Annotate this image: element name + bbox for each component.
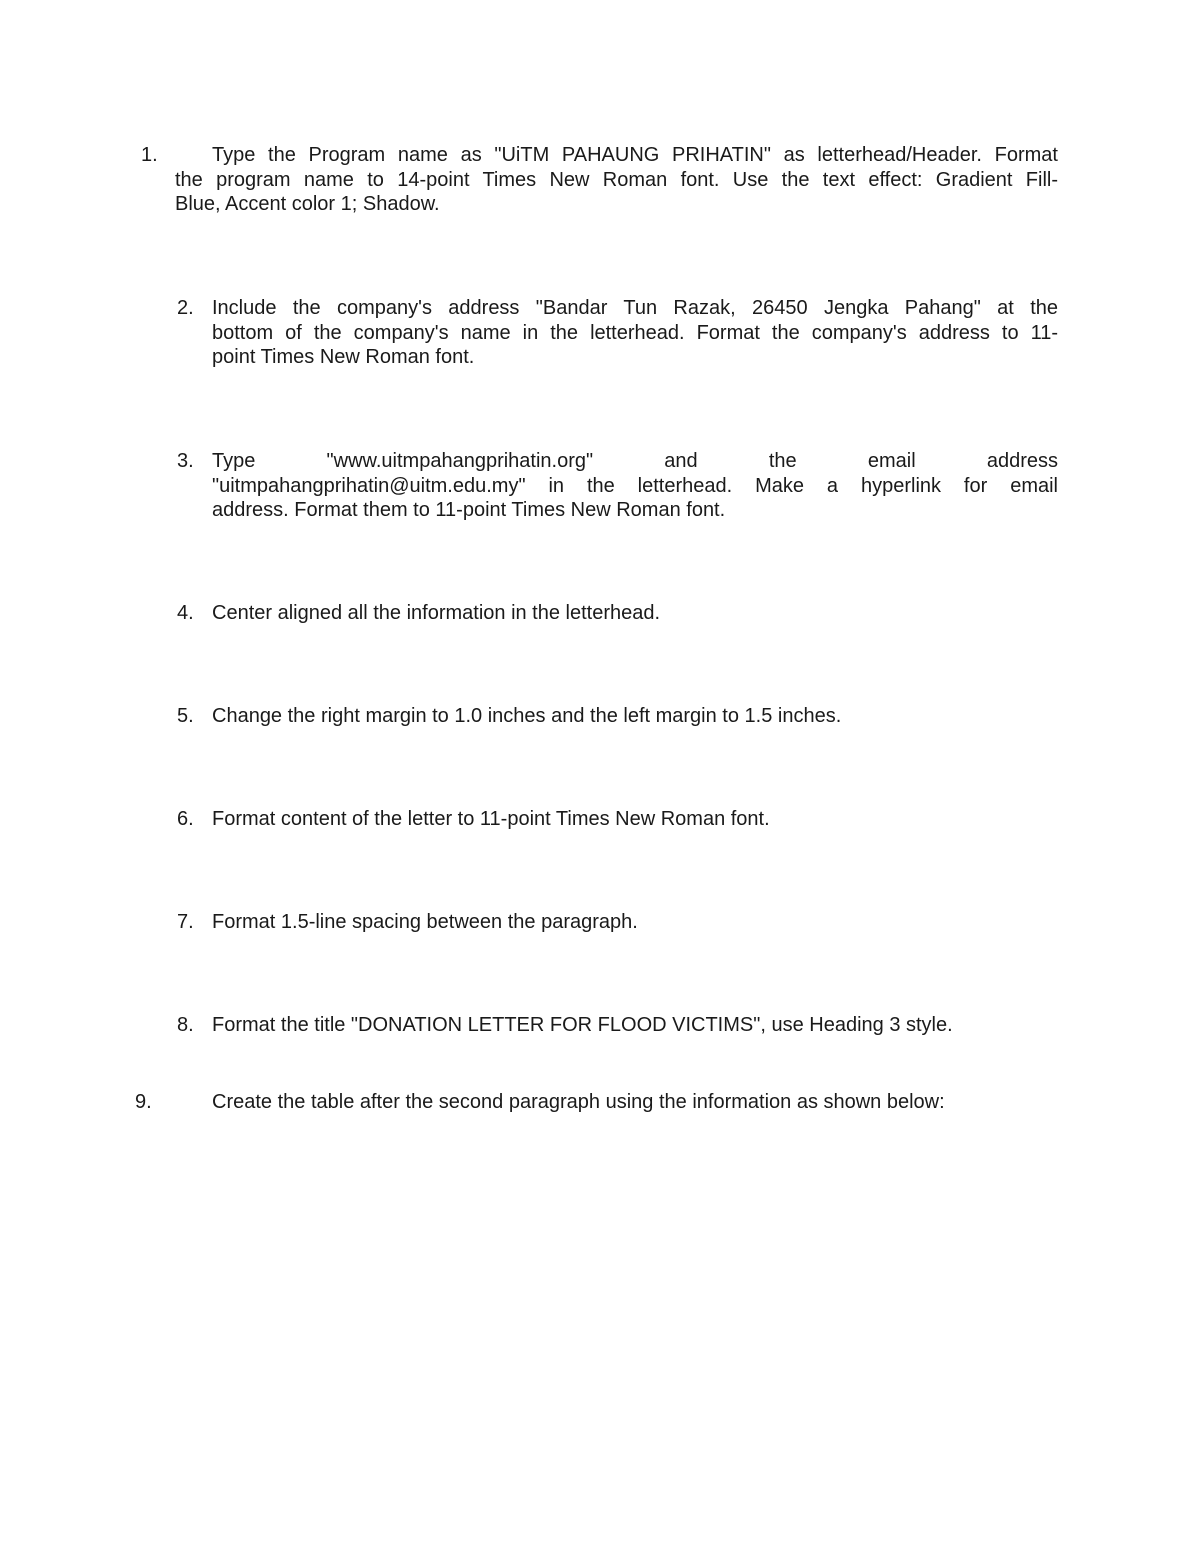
- text-line: point Times New Roman font.: [212, 346, 475, 368]
- question-text: [212, 807, 1058, 832]
- question-number: 3.: [177, 450, 194, 472]
- question-text: [175, 143, 1058, 217]
- text-line: Format the title "DONATION LETTER FOR FLOOD VICTIMS", use Heading 3 style.: [212, 1014, 953, 1036]
- text-line: Blue, Accent color 1; Shadow.: [175, 193, 440, 215]
- question-text: [212, 449, 1058, 523]
- text-line: Format content of the letter to 11-point Times New Roman font.: [212, 808, 770, 830]
- question-number: 7.: [177, 911, 194, 933]
- text-line: address. Format them to 11-point Times New Roman font.: [212, 499, 726, 521]
- text-line: Type "www.uitmpahangprihatin.org" and the email address: [212, 450, 1058, 472]
- question-number: 2.: [177, 297, 194, 319]
- text-line: Change the right margin to 1.0 inches and the left margin to 1.5 inches.: [212, 705, 842, 727]
- question-number: 4.: [177, 602, 194, 624]
- question-text: [212, 1013, 1058, 1038]
- question-number: 8.: [177, 1014, 194, 1036]
- text-line: bottom of the company's name in the letterhead. Format the company's address to 11-: [212, 321, 1058, 344]
- text-line: Type the Program name as "UiTM PAHAUNG PRIHATIN" as letterhead/Header. Format: [212, 144, 1058, 166]
- text-line: Include the company's address "Bandar Tun Razak, 26450 Jengka Pahang" at the: [212, 297, 1058, 319]
- question-number: 5.: [177, 705, 194, 727]
- question-text: [212, 601, 1058, 626]
- question-number: 1.: [141, 144, 158, 166]
- question-text: [212, 296, 1058, 370]
- question-text: [212, 910, 1058, 935]
- question-number: 6.: [177, 808, 194, 830]
- question-number: 9.: [135, 1091, 152, 1113]
- text-line: the program name to 14-point Times New Roman font. Use the text effect: Gradient Fill-: [175, 168, 1058, 191]
- text-line: Create the table after the second paragraph using the information as shown below:: [212, 1091, 945, 1113]
- text-line: Format 1.5-line spacing between the paragraph.: [212, 911, 638, 933]
- text-line: "uitmpahangprihatin@uitm.edu.my" in the letterhead. Make a hyperlink for email: [212, 474, 1058, 497]
- question-text: [212, 704, 1058, 729]
- question-text: [212, 1090, 1058, 1115]
- text-line: Center aligned all the information in the letterhead.: [212, 602, 661, 624]
